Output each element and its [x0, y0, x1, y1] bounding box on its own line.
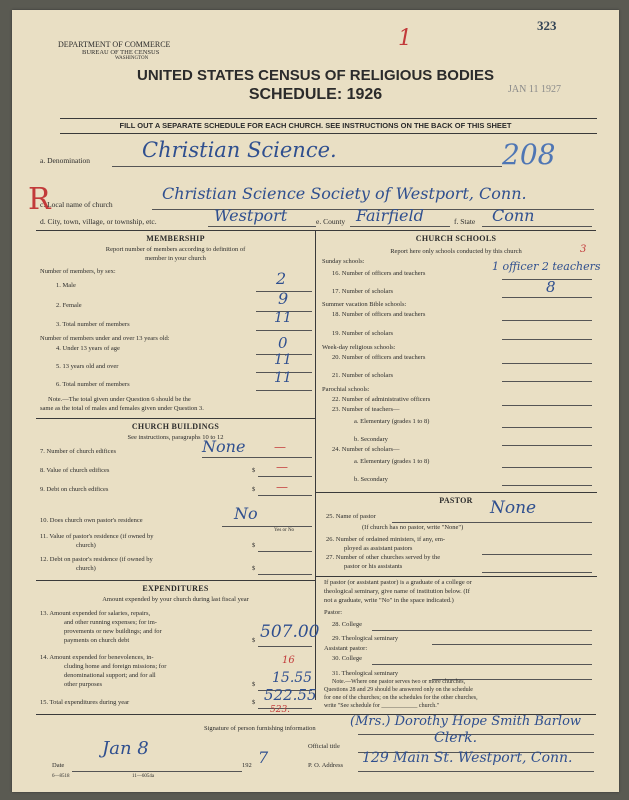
- q23a-label: a. Elementary (grades 1 to 8): [354, 418, 430, 425]
- county-value: Fairfield: [356, 206, 424, 225]
- q16-value: 1 officer 2 teachers: [492, 260, 601, 273]
- weekday-schools-label: Week-day religious schools:: [322, 344, 396, 351]
- form-number-2: 11—6054a: [132, 774, 155, 779]
- q17-label: 17. Number of scholars: [332, 288, 394, 295]
- date-value: Jan 8: [102, 738, 149, 759]
- grad-instruction-3: not a graduate, write "No" in the space indicated.): [324, 597, 454, 604]
- address-value: 129 Main St. Westport, Conn.: [362, 750, 573, 766]
- address-label: P. O. Address: [308, 762, 344, 769]
- q25-label: 25. Name of pastor: [326, 513, 376, 520]
- q7-value: None: [202, 437, 246, 456]
- q15-note: 523.: [270, 705, 291, 715]
- year-prefix: 192: [242, 762, 252, 769]
- q2-label: 2. Female: [56, 302, 82, 309]
- official-title-label: Official title: [308, 743, 340, 750]
- q31-label: 31. Theological seminary: [332, 670, 399, 677]
- q14-line-1: 14. Amount expended for benevolences, in-: [40, 654, 154, 661]
- q6-value: 11: [274, 370, 292, 386]
- denomination-label: a. Denomination: [40, 156, 90, 165]
- members-by-sex-label: Number of members, by sex:: [40, 268, 116, 275]
- q20-label: 20. Number of officers and teachers: [332, 354, 426, 361]
- membership-note-1: Note.—The total given under Question 6 should be the: [48, 396, 191, 403]
- signature-value: (Mrs.) Dorothy Hope Smith Barlow: [350, 714, 582, 729]
- expenditures-title: EXPENDITURES: [142, 584, 209, 593]
- pastor-note-4: write "See schedule for ____________ church.": [324, 703, 440, 709]
- q3-label: 3. Total number of members: [56, 321, 130, 328]
- q30-label: 30. College: [332, 655, 362, 662]
- q13-value: 507.00: [260, 622, 320, 642]
- date-stamp: JAN 11 1927: [508, 84, 561, 95]
- q13-line-4: payments on church debt: [64, 637, 130, 644]
- instruction-line: FILL OUT A SEPARATE SCHEDULE FOR EACH CHURCH. SEE INSTRUCTIONS ON THE BACK OF THIS SHEET: [119, 121, 512, 130]
- q6-label: 6. Total number of members: [56, 381, 130, 388]
- q14-line-4: other purposes: [64, 681, 103, 688]
- schools-title: CHURCH SCHOOLS: [415, 234, 497, 243]
- q10-value: No: [234, 504, 258, 523]
- pastor-note-3: for one of the churches; on the schedules for the other churches,: [324, 695, 478, 701]
- q18-label: 18. Number of officers and teachers: [332, 311, 426, 318]
- q24-label: 24. Number of scholars—: [332, 446, 400, 453]
- red-mark-one: 1: [398, 26, 412, 51]
- q13-dollar: $: [252, 637, 256, 644]
- dept-name: DEPARTMENT OF COMMERCE: [58, 40, 171, 49]
- q7-label: 7. Number of church edifices: [40, 448, 116, 455]
- q15-label: 15. Total expenditures during year: [40, 699, 130, 706]
- form-number: 6—8518: [52, 774, 70, 779]
- q25-value: None: [490, 498, 537, 518]
- pastor-note-1: Note.—Where one pastor serves two or more churches,: [332, 679, 466, 685]
- membership-intro-1: Report number of members according to definition of: [105, 246, 246, 253]
- red-r-mark: R: [28, 182, 51, 217]
- q25-hint: (If church has no pastor, write "None"): [362, 524, 464, 531]
- q9-dash: —: [276, 480, 288, 494]
- q26-label-2: ployed as assistant pastors: [344, 545, 413, 552]
- local-name-label: c. Local name of church: [40, 200, 113, 209]
- q8-dash: —: [276, 460, 288, 474]
- q15-dollar: $: [252, 699, 256, 706]
- assistant-pastor-subhead: Assistant pastor:: [324, 645, 368, 652]
- q2-value: 9: [278, 289, 289, 308]
- q11-dollar: $: [252, 542, 256, 549]
- q13-line-3: provements or new buildings; and for: [64, 628, 162, 635]
- q29-label: 29. Theological seminary: [332, 635, 399, 642]
- official-title-value: Clerk.: [434, 730, 478, 746]
- parochial-schools-label: Parochial schools:: [322, 386, 370, 393]
- q21-label: 21. Number of scholars: [332, 372, 394, 379]
- q14-line-3: denominational support; and for all: [64, 672, 156, 679]
- q24b-label: b. Secondary: [354, 476, 388, 483]
- q8-dollar: $: [252, 467, 256, 474]
- q14-dollar: $: [252, 681, 256, 688]
- q4-value: 0: [278, 334, 288, 352]
- q26-label-1: 26. Number of ordained ministers, if any, em-: [326, 536, 446, 543]
- pastor-note-2: Questions 28 and 29 should be answered only on the schedule: [324, 687, 473, 693]
- state-value: Conn: [492, 206, 535, 225]
- q23-label: 23. Number of teachers—: [332, 406, 400, 413]
- q10-label: 10. Does church own pastor's residence: [40, 517, 143, 524]
- state-label: f. State: [454, 217, 476, 226]
- city-label: d. City, town, village, or township, etc.: [40, 217, 157, 226]
- q3-value: 11: [274, 310, 292, 326]
- bureau-name: BUREAU OF THE CENSUS: [82, 49, 160, 56]
- q23b-label: b. Secondary: [354, 436, 388, 443]
- buildings-title: CHURCH BUILDINGS: [131, 422, 220, 431]
- q14-value: 15.55: [272, 670, 313, 686]
- q28-label: 28. College: [332, 621, 362, 628]
- membership-title: MEMBERSHIP: [146, 234, 205, 243]
- yes-no-hint: Yes or No: [274, 528, 295, 533]
- q8-label: 8. Value of church edifices: [40, 467, 110, 474]
- pastor-title: PASTOR: [439, 496, 473, 505]
- q27-label-2: pastor or his assistants: [344, 563, 403, 570]
- schools-intro: Report here only schools conducted by this church: [390, 248, 522, 255]
- membership-note-2: same as the total of males and females given under Question 3.: [40, 405, 204, 412]
- q11-label-1: 11. Value of pastor's residence (if owned by: [40, 533, 154, 540]
- red-three: 3: [580, 244, 587, 255]
- grad-instruction-1: If pastor (or assistant pastor) is a graduate of a college or: [324, 579, 472, 586]
- q11-label-2: church): [76, 542, 96, 549]
- vacation-schools-label: Summer vacation Bible schools:: [322, 301, 407, 308]
- q5-label: 5. 13 years old and over: [56, 363, 119, 370]
- q15-value: 522.55: [264, 686, 317, 704]
- q27-label-1: 27. Number of other churches served by the: [326, 554, 441, 561]
- q4-label: 4. Under 13 years of age: [56, 345, 120, 352]
- city-name: WASHINGTON: [115, 56, 149, 61]
- q1-label: 1. Male: [56, 282, 76, 289]
- expenditures-intro: Amount expended by your church during last fiscal year: [102, 596, 249, 603]
- form-subtitle: SCHEDULE: 1926: [248, 86, 383, 103]
- q22-label: 22. Number of administrative officers: [332, 396, 431, 403]
- q5-value: 11: [274, 352, 292, 368]
- q13-line-2: and other running expenses; for im-: [64, 619, 157, 626]
- pastor-subhead: Pastor:: [324, 609, 343, 616]
- q14-note: 16: [282, 655, 295, 666]
- age-header: Number of members under and over 13 years old:: [40, 335, 170, 342]
- code-number: 208: [502, 138, 556, 171]
- q9-label: 9. Debt on church edifices: [40, 486, 109, 493]
- q7-dash: —: [274, 440, 286, 454]
- q14-line-2: cluding home and foreign missions; for: [64, 663, 167, 670]
- q16-label: 16. Number of officers and teachers: [332, 270, 426, 277]
- buildings-intro: See instructions, paragraphs 10 to 12: [127, 434, 224, 441]
- grad-instruction-2: theological seminary, give name of institution below. (If: [324, 588, 470, 595]
- city-value: Westport: [214, 206, 288, 225]
- q9-dollar: $: [252, 486, 256, 493]
- form-title: UNITED STATES CENSUS OF RELIGIOUS BODIES: [137, 67, 494, 84]
- denomination-value: Christian Science.: [142, 138, 337, 162]
- schedule-number: 323: [537, 18, 557, 33]
- sunday-schools-label: Sunday schools:: [322, 258, 365, 265]
- q19-label: 19. Number of scholars: [332, 330, 394, 337]
- q1-value: 2: [276, 269, 287, 288]
- signature-label: Signature of person furnishing information: [204, 725, 316, 732]
- q12-dollar: $: [252, 565, 256, 572]
- date-label: Date: [52, 762, 65, 769]
- q24a-label: a. Elementary (grades 1 to 8): [354, 458, 430, 465]
- q17-value: 8: [546, 278, 556, 296]
- membership-intro-2: member in your church: [145, 255, 206, 262]
- year-value: 7: [258, 748, 269, 767]
- census-schedule-sheet: [12, 10, 619, 792]
- county-label: e. County: [316, 217, 346, 226]
- q13-line-1: 13. Amount expended for salaries, repairs,: [40, 610, 151, 617]
- q12-label-2: church): [76, 565, 96, 572]
- q12-label-1: 12. Debt on pastor's residence (if owned by: [40, 556, 153, 563]
- local-name-value: Christian Science Society of Westport, Conn.: [162, 184, 527, 203]
